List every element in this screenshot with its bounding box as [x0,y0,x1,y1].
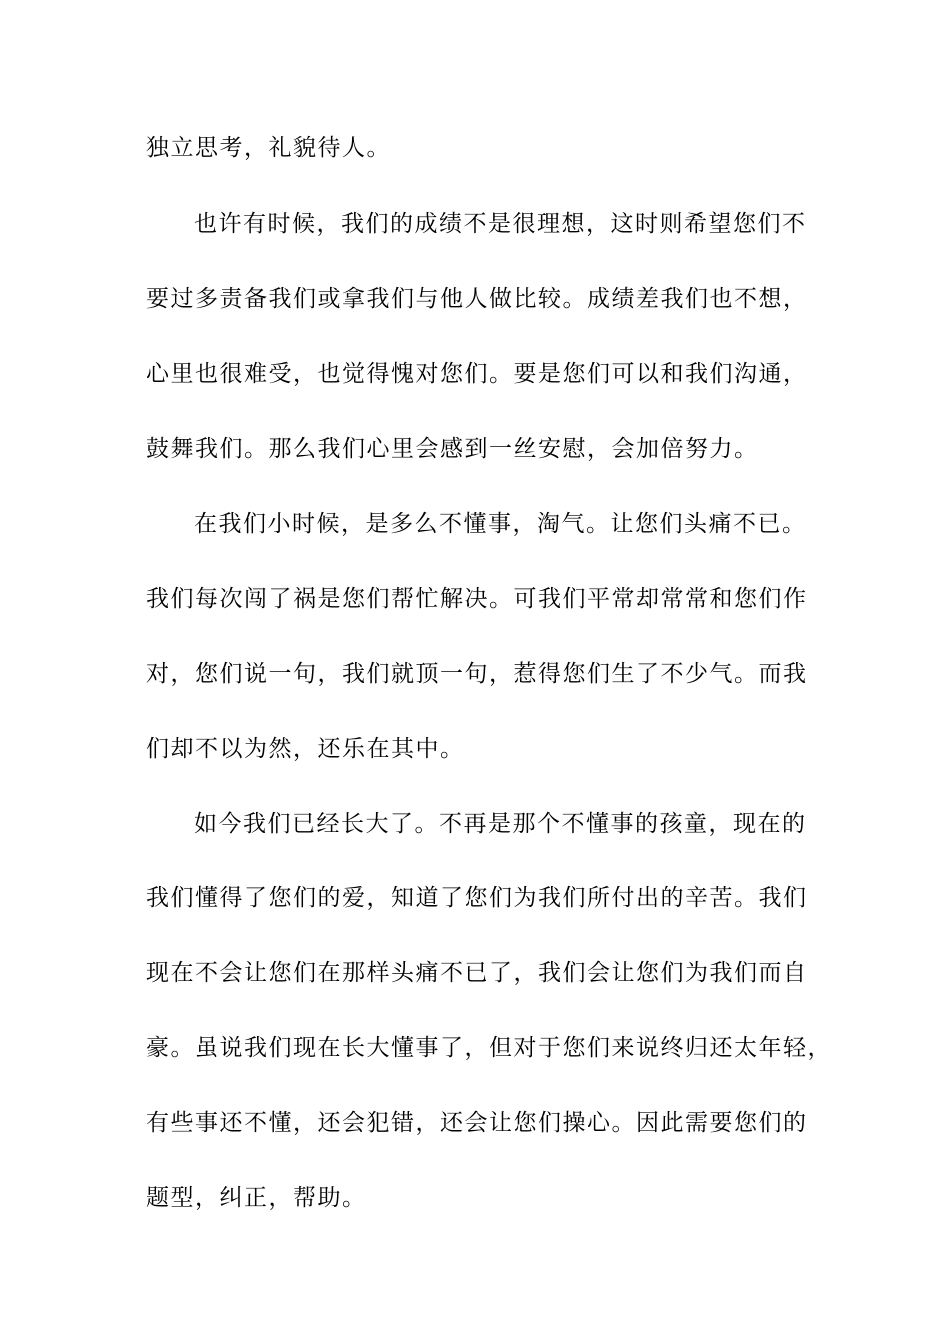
text-line: 豪。虽说我们现在长大懂事了，但对于您们来说终归还太年轻， [146,1035,832,1061]
text-line: 我们每次闯了祸是您们帮忙解决。可我们平常却常常和您们作 [146,586,808,612]
text-line: 独立思考，礼貌待人。 [146,135,391,161]
text-line: 们却不以为然，还乐在其中。 [146,736,465,762]
paragraph-first-line: 在我们小时候，是多么不懂事，淘气。让您们头痛不已。 [194,511,807,537]
paragraph-first-line: 也许有时候，我们的成绩不是很理想，这时则希望您们不 [194,211,807,237]
text-line: 心里也很难受，也觉得愧对您们。要是您们可以和我们沟通， [146,361,808,387]
text-line: 对，您们说一句，我们就顶一句，惹得您们生了不少气。而我 [146,661,808,687]
text-line: 现在不会让您们在那样头痛不已了，我们会让您们为我们而自 [146,960,808,986]
text-line: 我们懂得了您们的爱，知道了您们为我们所付出的辛苦。我们 [146,885,808,911]
text-line: 鼓舞我们。那么我们心里会感到一丝安慰，会加倍努力。 [146,436,759,462]
text-line: 要过多责备我们或拿我们与他人做比较。成绩差我们也不想， [146,286,808,312]
paragraph-first-line: 如今我们已经长大了。不再是那个不懂事的孩童，现在的 [194,811,807,837]
text-line: 题型，纠正，帮助。 [146,1185,367,1211]
text-line: 有些事还不懂，还会犯错，还会让您们操心。因此需要您们的 [146,1110,808,1136]
